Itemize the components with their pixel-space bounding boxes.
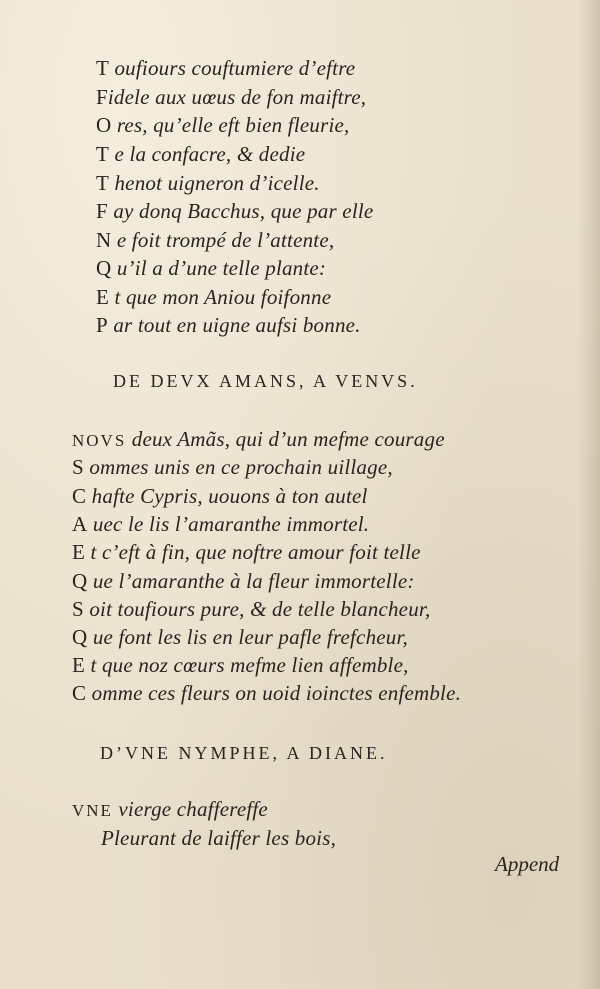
verse-line: Fidele aux uœus de fon maiftre, <box>96 85 367 109</box>
verse-line: E t c’eft à fin, que noftre amour foit telle <box>72 540 421 564</box>
verse-line: T e la confacre, & dedie <box>96 142 306 166</box>
verse-line: P ar tout en uigne aufsi bonne. <box>96 313 361 337</box>
verse-line: Q u’il a d’une telle plante: <box>96 256 327 280</box>
verse-line: Q ue l’amaranthe à la fleur immortelle: <box>72 569 415 593</box>
verse-line: T henot uigneron d’icelle. <box>96 171 320 195</box>
verse-line: O res, qu’elle eft bien fleurie, <box>96 113 350 137</box>
verse-line: F ay donq Bacchus, que par elle <box>96 199 374 223</box>
catchword: Append <box>495 852 560 876</box>
verse-line: A uec le lis l’amaranthe immortel. <box>72 512 370 536</box>
verse-line: S oit toufiours pure, & de telle blancheur, <box>72 597 431 621</box>
verse-line: T oufiours couftumiere d’eftre <box>96 56 356 80</box>
poem-title: DE DEVX AMANS, A VENVS. <box>113 371 418 391</box>
page-gutter-shadow <box>578 0 600 989</box>
verse-line: Pleurant de laiffer les bois, <box>101 826 337 850</box>
poem-title: D’VNE NYMPHE, A DIANE. <box>100 743 388 763</box>
verse-line: N e foit trompé de l’attente, <box>96 228 335 252</box>
verse-line: C omme ces fleurs on uoid ioinctes enfemble. <box>72 681 462 705</box>
verse-line: NOVS deux Amãs, qui d’un mefme courage <box>72 427 445 451</box>
verse-line: Q ue font les lis en leur pafle frefcheur, <box>72 625 408 649</box>
verse-line: VNE vierge chaffereffe <box>72 797 268 821</box>
verse-line: S ommes unis en ce prochain uillage, <box>72 455 393 479</box>
verse-line: C hafte Cypris, uouons à ton autel <box>72 484 368 508</box>
verse-line: E t que mon Aniou foifonne <box>96 285 332 309</box>
verse-line: E t que noz cœurs mefme lien affemble, <box>72 653 409 677</box>
